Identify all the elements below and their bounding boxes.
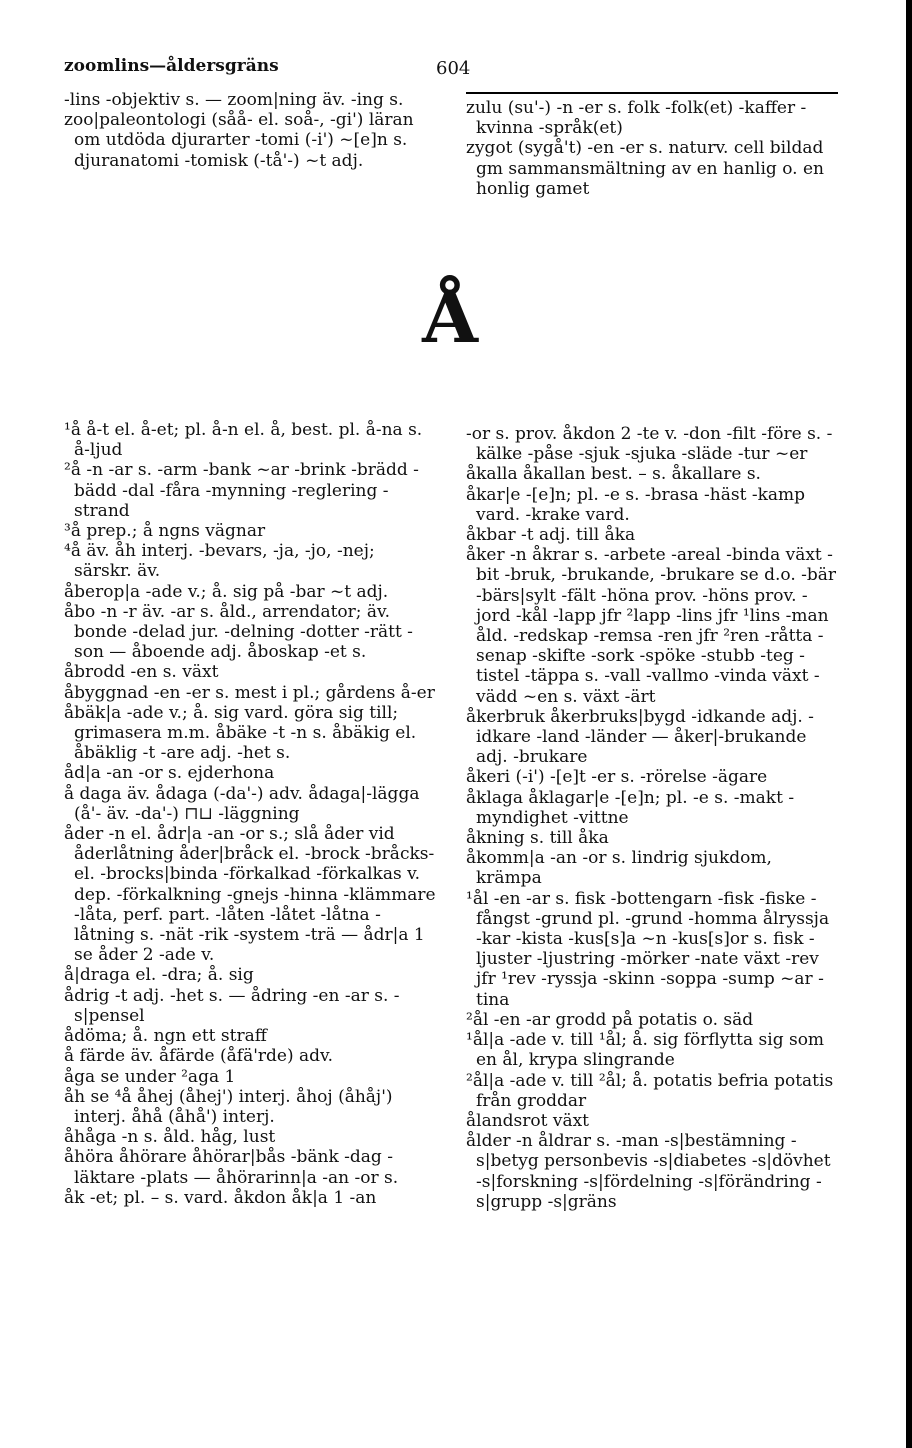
entry: åbäk|a -ade v.; å. sig vard. göra sig till; grimasera m.m. åbäke -t -n s. åbäkig el. åbäklig -t -are adj. -het s. [64, 702, 417, 764]
entry: åk -et; pl. – s. vard. åkdon åk|a 1 -an [64, 1187, 377, 1208]
entry: ⁴å äv. åh interj. -bevars, -ja, -jo, -nej; särskr. äv. [64, 541, 375, 582]
page-number: 604 [436, 58, 471, 79]
entry: åder -n el. ådr|a -an -or s.; slå åder vid åderlåtning åder|bråck el. -brock -bråcks- el. -brocks|binda -förkalkad -förkalkas v. dep. -förkalkning -gnejs -hinna -klämmare -låta, perf. part. -låten -låtet -låtna -låtning s. -nät -rik -system -trä — ådr|a 1 se åder 2 -ade v. [64, 824, 436, 966]
entry: åbyggnad -en -er s. mest i pl.; gårdens å-er [64, 682, 435, 703]
entry: åhöra åhörare åhörar|bås -bänk -dag -läktare -plats — åhörarinn|a -an -or s. [64, 1147, 399, 1188]
entry: ²ål -en -ar grodd på potatis o. säd [466, 1009, 754, 1030]
page-header [64, 52, 844, 82]
top-left-column [64, 90, 436, 171]
entry: zulu (su'-) -n -er s. folk -folk(et) -kaffer -kvinna -språk(et) [466, 98, 807, 139]
entry: ålandsrot växt [466, 1110, 590, 1131]
entry: åklaga åklagar|e -[e]n; pl. -e s. -makt -myndighet -vittne [466, 787, 795, 828]
entry: ¹ål|a -ade v. till ¹ål; å. sig förflytta sig som en ål, krypa slingrande [466, 1030, 825, 1071]
entry: åkomm|a -an -or s. lindrig sjukdom, krämpa [466, 848, 772, 889]
entry: åkning s. till åka [466, 828, 609, 849]
entry: -or s. prov. åkdon 2 -te v. -don -filt -före s. -kälke -påse -sjuk -sjuka -släde -tur ~er [466, 424, 833, 465]
entry: åkbar -t adj. till åka [466, 525, 636, 546]
right-column [466, 424, 838, 1212]
entry: ålder -n åldrar s. -man -s|bestämning -s|betyg personbevis -s|diabetes -s|dövhet -s|forskning -s|fördelning -s|förändring -s|grupp -s|gräns [466, 1131, 831, 1212]
scan-edge [906, 0, 912, 1448]
entry: åberop|a -ade v.; å. sig på -bar ~t adj. [64, 581, 389, 602]
entry: ¹å å-t el. å-et; pl. å-n el. å, best. pl. å-na s. å-ljud [64, 420, 423, 461]
entry: åbo -n -r äv. -ar s. åld., arrendator; äv. bonde -delad jur. -delning -dotter -rätt -son — åboende adj. åboskap -et s. [64, 601, 413, 663]
entry: åhåga -n s. åld. håg, lust [64, 1127, 276, 1148]
entry: å färde äv. åfärde (åfä'rde) adv. [64, 1046, 333, 1067]
entry: å|draga el. -dra; å. sig [64, 965, 254, 986]
letter-heading: Å [422, 274, 478, 359]
entry: åd|a -an -or s. ejderhona [64, 763, 275, 784]
entry: zoo|paleontologi (såå- el. soå-, -gi') läran om utdöda djurarter -tomi (-i') ~[e]n s. djuranatomi -tomisk (-tå'-) ~t adj. [64, 110, 414, 171]
guide-words: zoomlins—åldersgräns [64, 56, 279, 76]
top-right-column [466, 92, 838, 199]
entry: ²å -n -ar s. -arm -bank ~ar -brink -brädd -bädd -dal -fåra -mynning -reglering -strand [64, 460, 419, 521]
left-column [64, 420, 436, 1208]
entry: ådöma; å. ngn ett straff [64, 1026, 267, 1047]
entry: åkar|e -[e]n; pl. -e s. -brasa -häst -kamp vard. -krake vard. [466, 484, 806, 525]
entry: ¹ål -en -ar s. fisk -bottengarn -fisk -fiske -fångst -grund pl. -grund -homma ålryssja -kar -kista -kus[s]a ~n -kus[s]or s. fisk -ljuster -ljustring -mörker -nate växt -rev jfr ¹rev -ryssja -skinn -soppa -sump ~ar -tina [466, 888, 830, 1010]
entry: ådrig -t adj. -het s. — ådring -en -ar s. -s|pensel [64, 985, 400, 1026]
entry: å daga äv. ådaga (-da'-) adv. ådaga|-lägga (å'- äv. -da'-) ⊓⊔ -läggning [64, 783, 420, 824]
entry: åh se ⁴å åhej (åhej') interj. åhoj (åhåj') interj. åhå (åhå') interj. [64, 1086, 393, 1127]
entry: åkalla åkallan best. – s. åkallare s. [466, 464, 761, 485]
entry: åkeri (-i') -[e]t -er s. -rörelse -ägare [466, 767, 768, 788]
entry: ²ål|a -ade v. till ²ål; å. potatis befria potatis från groddar [466, 1070, 834, 1111]
entry: åbrodd -en s. växt [64, 662, 219, 683]
entry: -lins -objektiv s. — zoom|ning äv. -ing s. [64, 90, 404, 110]
entry: ³å prep.; å ngns vägnar [64, 521, 266, 542]
entry: zygot (sygå't) -en -er s. naturv. cell bildad gm sammansmältning av en hanlig o. en honlig gamet [466, 138, 824, 199]
entry: åkerbruk åkerbruks|bygd -idkande adj. -idkare -land -länder — åker|-brukande adj. -brukare [466, 706, 814, 768]
entry: åker -n åkrar s. -arbete -areal -binda växt -bit -bruk, -brukande, -brukare se d.o. -bär -bärs|sylt -fält -höna prov. -höns prov. -jord -kål -lapp jfr ²lapp -lins jfr ¹lins -man åld. -redskap -remsa -ren jfr ²ren -råtta -senap -skifte -sork -spöke -stubb -teg -tistel -täppa s. -vall -vallmo -vinda växt -vädd ~en s. växt -ärt [466, 545, 837, 707]
entry: åga se under ²aga 1 [64, 1066, 236, 1087]
